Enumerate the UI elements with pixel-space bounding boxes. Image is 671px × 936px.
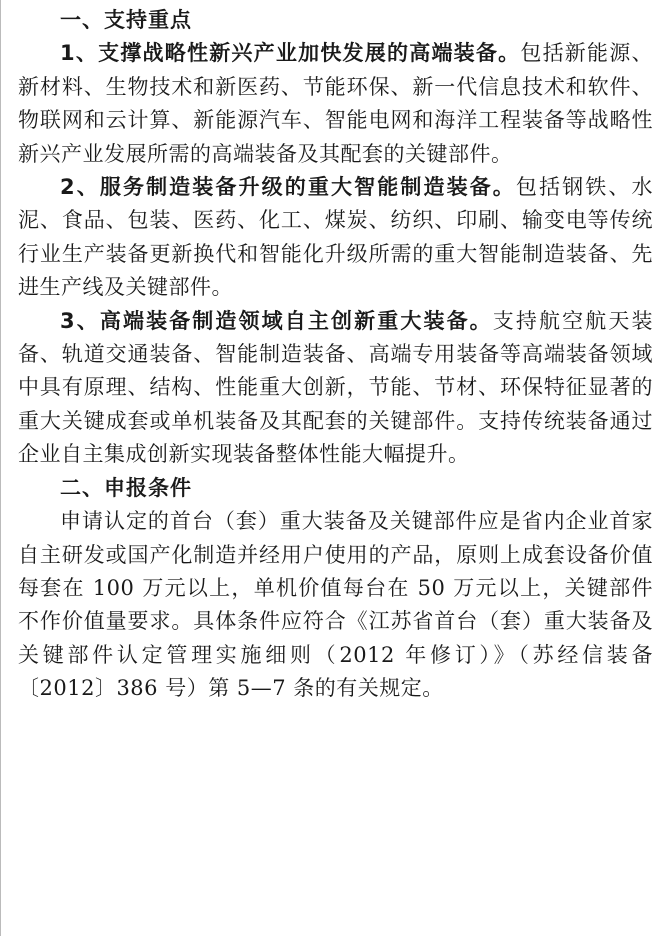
- item-3-text: 支持航空航天装备、轨道交通装备、智能制造装备、高端专用装备等高端装备领域中具有原理、结构、性能重大创新，节能、节材、环保特征显著的重大关键成套或单机装备及其配套的关键部件。支持传统装备通过企业自主集成创新实现装备整体性能大幅提升。: [18, 308, 653, 467]
- paragraph-item-3: [18, 305, 653, 472]
- paragraph-item-2: [18, 171, 653, 305]
- paragraph-item-1: [18, 37, 653, 171]
- section-heading-support-focus: 一、支持重点: [60, 8, 192, 32]
- item-1-title: 1、支撑战略性新兴产业加快发展的高端装备。: [60, 41, 521, 66]
- paragraph-application-conditions: 申请认定的首台（套）重大装备及关键部件应是省内企业首家自主研发或国产化制造并经用户使用的产品，原则上成套设备价值每套在 100 万元以上，单机价值每台在 50 万元以上，关键部件不作价值量要求。具体条件应符合《江苏省首台（套）重大装备及关键部件认定管理实施细则（2012 年修订）》（苏经信装备〔2012〕386 号）第 5—7 条的有关规定。: [18, 509, 653, 701]
- item-3-title: 3、高端装备制造领域自主创新重大装备。: [60, 308, 493, 333]
- item-2-text: 包括钢铁、水泥、食品、包装、医药、化工、煤炭、纺织、印刷、输变电等传统行业生产装备更新换代和智能化升级所需的重大智能制造装备、先进生产线及关键部件。: [18, 175, 653, 300]
- page-border: [0, 0, 1, 936]
- item-1-text: 包括新能源、新材料、生物技术和新医药、节能环保、新一代信息技术和软件、物联网和云计算、新能源汽车、智能电网和海洋工程装备等战略性新兴产业发展所需的高端装备及其配套的关键部件。: [18, 41, 653, 166]
- section-heading-application-conditions: 二、申报条件: [60, 475, 192, 500]
- item-2-title: 2、服务制造装备升级的重大智能制造装备。: [60, 175, 516, 200]
